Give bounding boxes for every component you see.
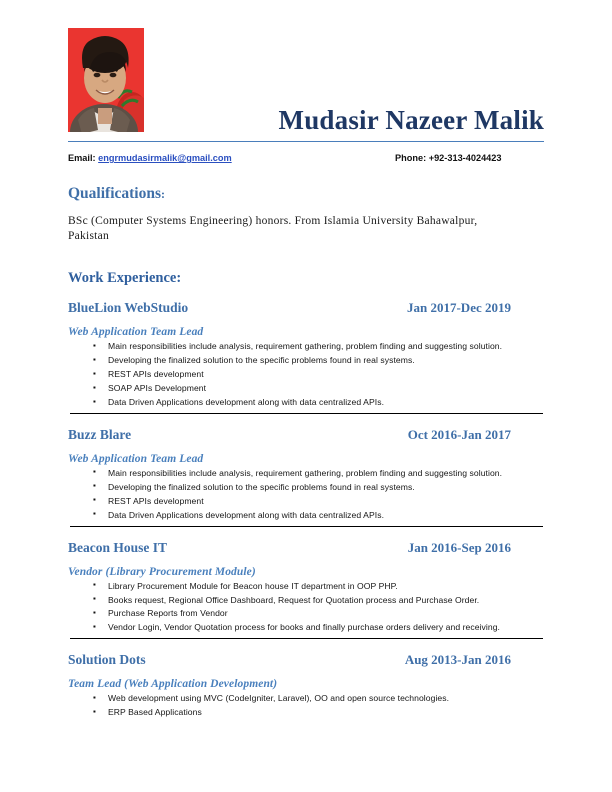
- job-header: [68, 540, 544, 559]
- header-divider: [68, 141, 544, 142]
- page-title: Mudasir Nazeer Malik: [278, 105, 544, 135]
- job-role: Web Application Team Lead: [68, 326, 204, 339]
- resume-header: [68, 28, 544, 138]
- contact-row: [68, 153, 544, 169]
- list-item: ▪ Developing the finalized solution to the specific problems found in real systems.: [68, 354, 544, 368]
- job-role: Team Lead (Web Application Development): [68, 678, 278, 691]
- job-role: Vendor (Library Procurement Module): [68, 565, 256, 578]
- list-item: ▪ Main responsibilities include analysis, requirement gathering, problem finding and suggesting solution.: [68, 340, 544, 354]
- job-role: Web Application Team Lead: [68, 452, 204, 465]
- list-item: ▪ Purchase Reports from Vendor: [68, 607, 544, 621]
- job-dates: Aug 2013-Jan 2016: [404, 652, 511, 668]
- list-item: ▪ REST APIs development: [68, 368, 544, 382]
- email-label: Email:: [68, 153, 96, 163]
- qualifications-heading-colon: :: [161, 187, 166, 201]
- list-item: ▪ Library Procurement Module for Beacon house IT department in OOP PHP.: [68, 580, 544, 594]
- job-entry: [68, 652, 544, 720]
- list-item: ▪ Data Driven Applications development along with data centralized APIs.: [68, 396, 544, 410]
- job-company: Solution Dots: [68, 652, 146, 668]
- job-bullet-list: [68, 692, 544, 720]
- job-divider: [70, 413, 543, 414]
- email-link[interactable]: engrmudasirmalik@gmail.com: [98, 153, 232, 163]
- qualifications-text: BSc (Computer Systems Engineering) honors. From Islamia University Bahawalpur, Pakistan: [68, 215, 478, 243]
- list-item: ▪ Data Driven Applications development along with data centralized APIs.: [68, 509, 544, 523]
- job-entry: [68, 300, 544, 414]
- portrait-photo-icon: [68, 28, 144, 132]
- phone-field: [395, 153, 502, 163]
- job-bullet-list: [68, 580, 544, 636]
- job-bullet-list: [68, 467, 544, 523]
- list-item: ▪ SOAP APIs Development: [68, 382, 544, 396]
- job-header: [68, 652, 544, 671]
- phone-label: Phone:: [395, 153, 427, 163]
- job-divider: [70, 638, 543, 639]
- work-experience-list: [0, 300, 612, 720]
- list-item: ▪ Vendor Login, Vendor Quotation process for books and finally purchase orders delivery and receiving.: [68, 621, 544, 635]
- job-company: Beacon House IT: [68, 539, 168, 555]
- phone-value: +92-313-4024423: [428, 153, 502, 163]
- job-company: Buzz Blare: [68, 426, 132, 442]
- job-header: [68, 300, 544, 319]
- list-item: ▪ Developing the finalized solution to the specific problems found in real systems.: [68, 481, 544, 495]
- avatar: [68, 28, 144, 132]
- job-entry: [68, 427, 544, 527]
- job-dates: Jan 2016-Sep 2016: [407, 539, 511, 555]
- work-experience-heading: Work Experience:: [68, 270, 182, 287]
- list-item: ▪ Web development using MVC (CodeIgniter, Laravel), OO and open source technologies.: [68, 692, 544, 706]
- job-dates: Oct 2016-Jan 2017: [407, 426, 511, 442]
- list-item: ▪ Books request, Regional Office Dashboard, Request for Quotation process and Purchase Order.: [68, 594, 544, 608]
- qualifications-heading-text: Qualifications: [68, 185, 162, 202]
- list-item: ▪ REST APIs development: [68, 495, 544, 509]
- job-company: BlueLion WebStudio: [68, 300, 189, 316]
- qualifications-heading: [68, 185, 544, 203]
- job-divider: [70, 526, 543, 527]
- job-dates: Jan 2017-Dec 2019: [407, 300, 511, 316]
- job-entry: [68, 540, 544, 640]
- email-field: [68, 153, 232, 163]
- job-header: [68, 427, 544, 446]
- list-item: ▪ ERP Based Applications: [68, 706, 544, 720]
- list-item: ▪ Main responsibilities include analysis, requirement gathering, problem finding and suggesting solution.: [68, 467, 544, 481]
- job-bullet-list: [68, 340, 544, 410]
